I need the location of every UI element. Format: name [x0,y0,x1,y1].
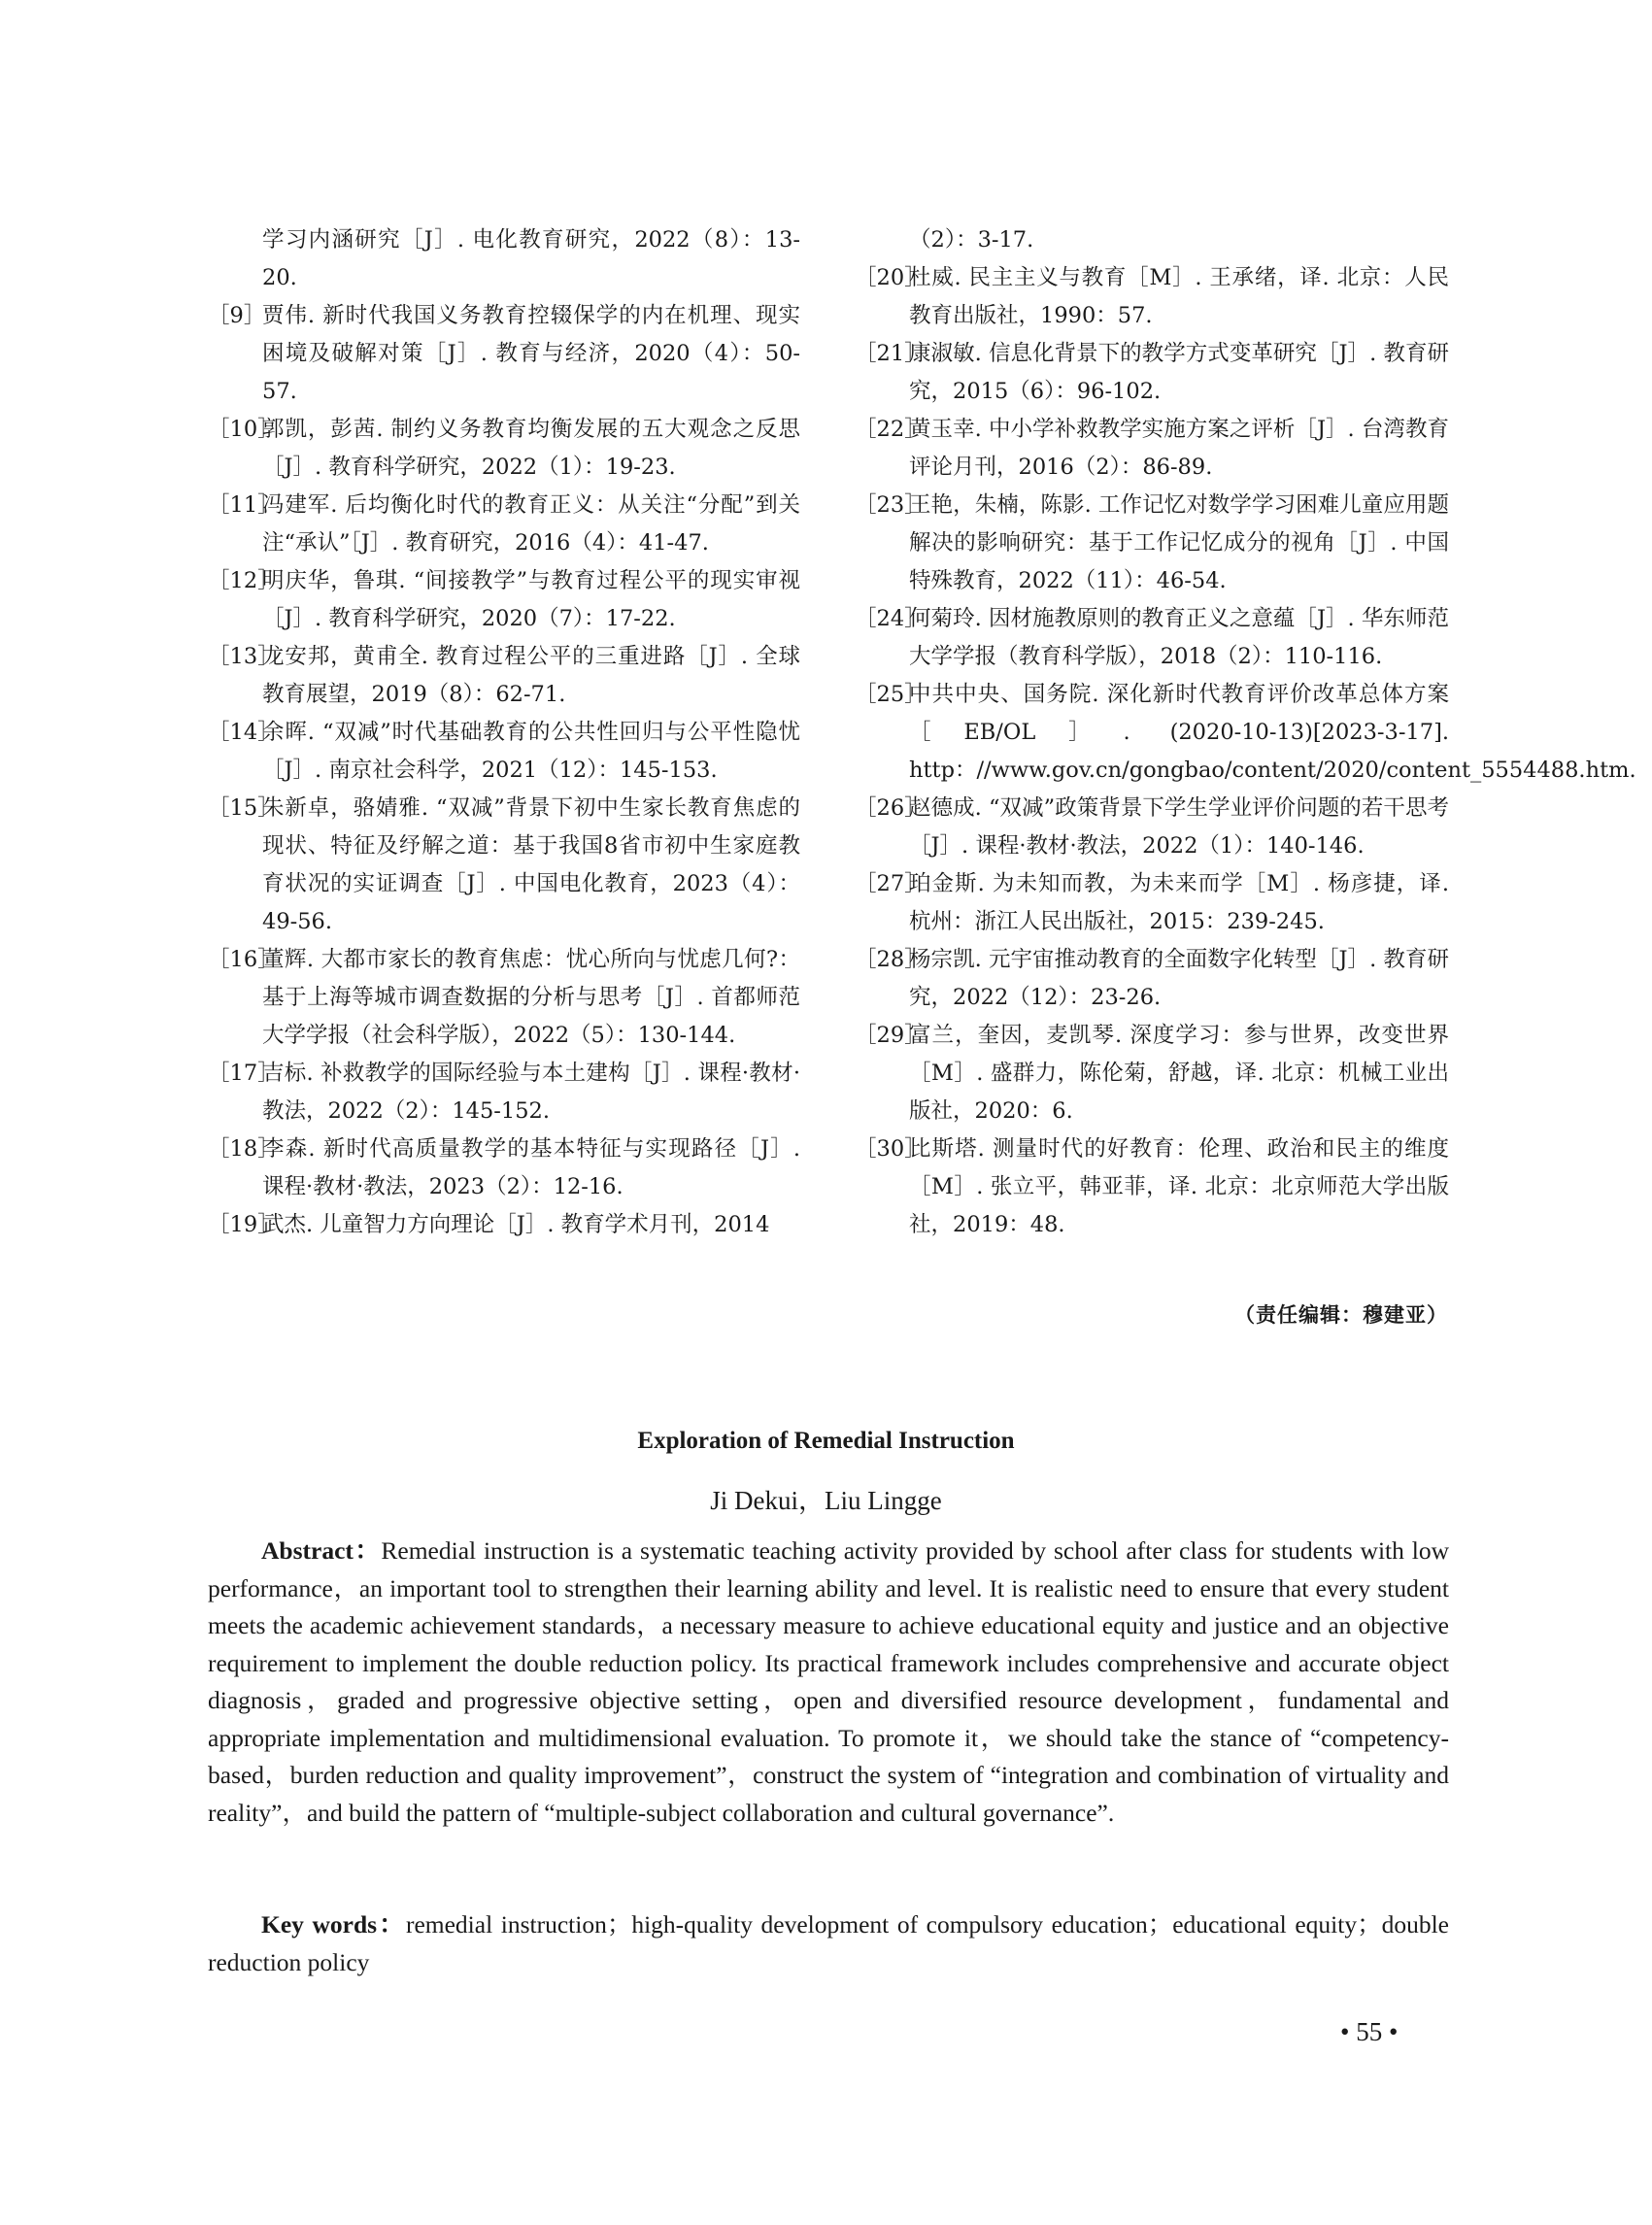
reference-text: 余晖. “双减”时代基础教育的公共性回归与公平性隐忧［J］. 南京社会科学，2021（12）：145-153. [262,720,800,783]
keywords-text: remedial instruction；high-quality development of compulsory education；educational equity；double reduction policy [208,1910,1449,1976]
reference-item [855,487,1449,600]
reference-text: 武杰. 儿童智力方向理论［J］. 教育学术月刊，2014 [262,1212,770,1237]
reference-number: ［14］ [208,720,280,745]
reference-number: ［21］ [855,341,927,366]
reference-number: ［10］ [208,417,280,442]
keywords-label: Key words： [261,1910,406,1938]
reference-item [855,790,1449,865]
reference-number: ［20］ [855,265,927,290]
reference-number: ［23］ [855,492,927,518]
reference-text: 董辉. 大都市家长的教育焦虑：忧心所向与忧虑几何?：基于上海等城市调查数据的分析与思考［J］. 首都师范大学学报（社会科学版），2022（5）：130-144. [262,947,800,1048]
reference-number: ［18］ [208,1136,280,1162]
references-left-column [208,221,800,1244]
reference-text: 王艳，朱楠，陈影. 工作记忆对数学学习困难儿童应用题解决的影响研究：基于工作记忆成分的视角［J］. 中国特殊教育，2022（11）：46-54. [909,492,1449,593]
reference-item [208,638,800,714]
reference-number: ［22］ [855,417,927,442]
reference-item [208,1206,800,1244]
reference-item [855,676,1636,790]
reference-item [855,221,1449,259]
reference-item [855,411,1449,487]
reference-number: ［16］ [208,947,280,972]
reference-number: ［17］ [208,1061,280,1086]
reference-number: ［28］ [855,947,927,972]
abstract-label: Abstract： [261,1536,382,1565]
reference-text: 何菊玲. 因材施教原则的教育正义之意蕴［J］. 华东师范大学学报（教育科学版），2018（2）：110-116. [909,606,1449,669]
english-title: Exploration of Remedial Instruction [637,1428,1015,1454]
reference-item [208,714,800,790]
reference-text: 富兰，奎因，麦凯琴. 深度学习：参与世界，改变世界［M］. 盛群力，陈伦菊，舒越，译. 北京：机械工业出版社，2020：6. [909,1023,1449,1124]
responsible-editor-note: （责任编辑：穆建亚） [1234,1303,1448,1327]
abstract-text: Remedial instruction is a systematic teaching activity provided by school after class for students with low performance，an important tool to strengthen their learning ability and level. It is realistic need to ensure that every student meets the academic achievement standards，a necessary measure to achieve educational equity and justice and an objective requirement to implement the double reduction policy. Its practical framework includes comprehensive and accurate object diagnosis，graded and progressive objective setting，open and diversified resource development，fundamental and appropriate implementation and multidimensional evaluation. To promote it，we should take the stance of “competency-based，burden reduction and quality improvement”，construct the system of “integration and combination of virtuality and reality”，and build the pattern of “multiple-subject collaboration and cultural governance”. [208,1536,1449,1827]
reference-text: 李森. 新时代高质量教学的基本特征与实现路径［J］. 课程·教材·教法，2023（2）：12-16. [262,1136,800,1199]
reference-item [855,1017,1449,1130]
english-abstract [208,1533,1449,1832]
reference-number: ［12］ [208,568,280,593]
reference-item [855,941,1449,1017]
reference-item [208,411,800,487]
reference-text: 朱新卓，骆婧雅. “双减”背景下初中生家长教育焦虑的现状、特征及纾解之道：基于我国8省市初中生家庭教育状况的实证调查［J］. 中国电化教育，2023（4）：49-56. [262,795,800,934]
reference-item [208,1130,800,1206]
reference-item [208,941,800,1055]
reference-number: ［15］ [208,795,280,821]
reference-text: 冯建军. 后均衡化时代的教育正义：从关注“分配”到关注“承认”［J］. 教育研究，2016（4）：41-47. [262,492,800,556]
references-right-column [855,221,1636,1244]
reference-item [208,790,800,941]
reference-text: 康淑敏. 信息化背景下的教学方式变革研究［J］. 教育研究，2015（6）：96-102. [909,341,1449,404]
reference-text: 贾伟. 新时代我国义务教育控辍保学的内在机理、现实困境及破解对策［J］. 教育与经济，2020（4）：50-57. [262,303,800,404]
reference-text: 郭凯，彭茜. 制约义务教育均衡发展的五大观念之反思［J］. 教育科学研究，2022（1）：19-23. [262,417,800,480]
reference-text: 吉标. 补救教学的国际经验与本土建构［J］. 课程·教材·教法，2022（2）：145-152. [262,1061,800,1124]
reference-number: ［27］ [855,871,927,896]
reference-item [208,297,800,411]
reference-item [855,335,1449,411]
reference-item [855,1130,1449,1244]
reference-number: ［30］ [855,1136,927,1162]
english-keywords [208,1906,1449,1981]
reference-text: 龙安邦，黄甫全. 教育过程公平的三重进路［J］. 全球教育展望，2019（8）：62-71. [262,644,800,707]
reference-text: 学习内涵研究［J］. 电化教育研究，2022（8）：13-20. [262,227,800,290]
reference-item [855,865,1449,941]
reference-text: 杨宗凯. 元宇宙推动教育的全面数字化转型［J］. 教育研究，2022（12）：23-26. [909,947,1449,1010]
reference-text: 黄玉幸. 中小学补救教学实施方案之评析［J］. 台湾教育评论月刊，2016（2）：86-89. [909,417,1449,480]
reference-item [208,1055,800,1130]
reference-item [855,259,1449,335]
reference-item [208,562,800,638]
english-authors: Ji Dekui，Liu Lingge [710,1486,942,1515]
reference-text: 明庆华，鲁琪. “间接教学”与教育过程公平的现实审视［J］. 教育科学研究，2020（7）：17-22. [262,568,800,631]
reference-number: ［29］ [855,1023,927,1048]
reference-text: 比斯塔. 测量时代的好教育：伦理、政治和民主的维度［M］. 张立平，韩亚菲，译. 北京：北京师范大学出版社，2019：48. [909,1136,1449,1237]
reference-number: ［24］ [855,606,927,631]
reference-number: ［25］ [855,682,927,707]
reference-text: 杜威. 民主主义与教育［M］. 王承绪，译. 北京：人民教育出版社，1990：57. [909,265,1449,328]
reference-number: ［19］ [208,1212,280,1237]
reference-number: ［26］ [855,795,927,821]
reference-item [208,221,800,297]
reference-item [208,487,800,562]
reference-text: 珀金斯. 为未知而教，为未来而学［M］. 杨彦捷，译. 杭州：浙江人民出版社，2015：239-245. [909,871,1449,934]
reference-number: ［9］ [208,303,266,328]
reference-number: ［11］ [208,492,280,518]
reference-text: 中共中央、国务院. 深化新时代教育评价改革总体方案［EB/OL］. (2020-10-13)[2023-3-17]. http：//www.gov.cn/gongbao/content/2020/content_5554488.htm. [909,682,1636,783]
page-number: • 55 • [1340,2017,1399,2046]
reference-item [855,600,1449,676]
reference-text: 赵德成. “双减”政策背景下学生学业评价问题的若干思考［J］. 课程·教材·教法，2022（1）：140-146. [909,795,1449,859]
reference-number: ［13］ [208,644,280,669]
reference-text: （2）：3-17. [909,227,1034,253]
